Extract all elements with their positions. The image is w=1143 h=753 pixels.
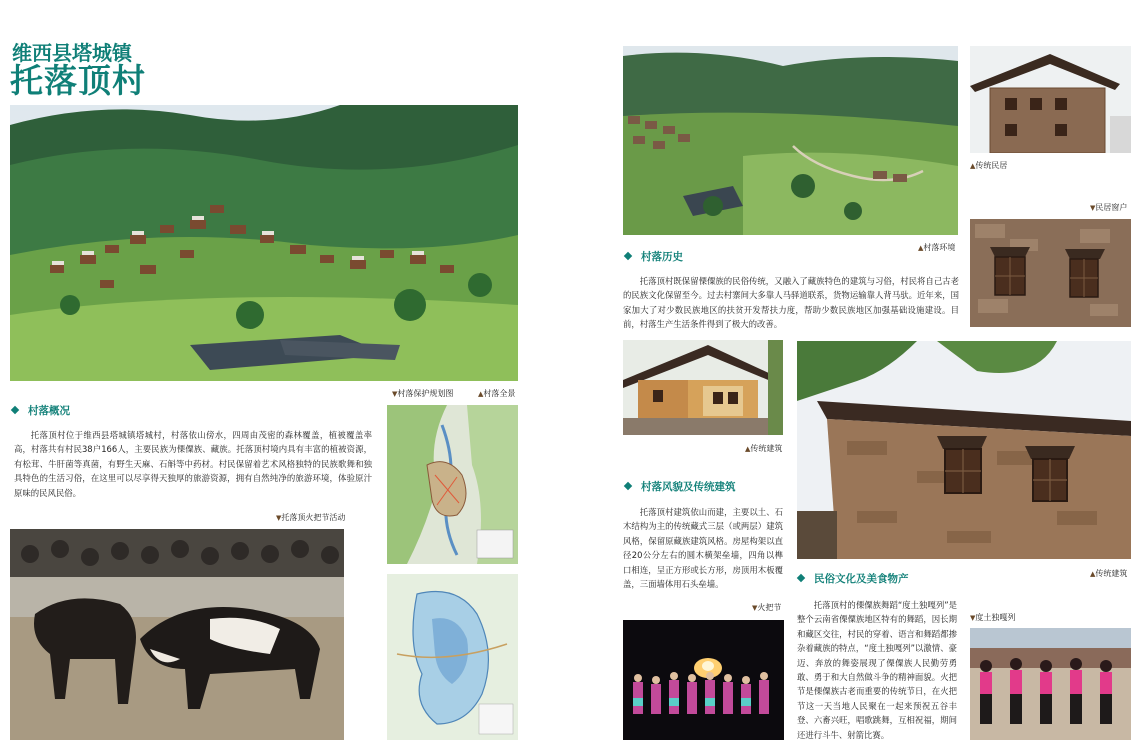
caption-triangle-icon: ▲ xyxy=(1090,570,1096,578)
traditional-house-photo xyxy=(970,46,1131,153)
village-plan-map-top xyxy=(387,405,518,564)
caption-traditional-building-2: ▲传统建筑 xyxy=(1090,569,1128,578)
section-heading-culture: 民俗文化及美食物产 xyxy=(798,573,909,585)
caption-traditional-house: ▲传统民居 xyxy=(970,161,1008,170)
plan-map-illustration xyxy=(387,405,518,564)
section-text-culture: 托落顶村的傈僳族舞蹈“度土独嘎列”是整个云南省傈僳族地区特有的舞蹈，因长期和藏区交往，村民的穿着、语言和舞蹈都掺杂着藏族的特点，“度土独嘎列”以激情、豪迈、奔放的舞姿展现了傈僳族人民勤劳勇敢、勇于和大自然做斗争的精神面貌。火把节是傈僳族古老而重要的传统节日，在火把节这一天当地人民聚在一起来预祝五谷丰登、六畜兴旺，唱歌跳舞，互相祝福，期间还进行斗牛、射箭比赛。 xyxy=(797,600,957,740)
building-illustration xyxy=(623,340,783,435)
caption-triangle-icon: ▲ xyxy=(970,162,976,170)
dance-photo xyxy=(970,628,1131,740)
village-plan-map-bottom xyxy=(387,574,518,740)
window-illustration xyxy=(970,219,1131,327)
diamond-bullet-icon xyxy=(11,406,19,414)
caption-triangle-icon: ▼ xyxy=(970,614,976,622)
caption-triangle-icon: ▼ xyxy=(752,604,758,612)
caption-torch-festival: ▼火把节 xyxy=(752,603,782,612)
caption-triangle-icon: ▲ xyxy=(478,390,484,398)
traditional-building-photo xyxy=(623,340,783,435)
caption-village-env: ▲村落环境 xyxy=(918,243,956,252)
section-heading-history: 村落历史 xyxy=(625,251,683,263)
caption-triangle-icon: ▲ xyxy=(918,244,924,252)
section-heading-overview: 村落概况 xyxy=(12,405,70,417)
caption-triangle-icon: ▲ xyxy=(745,445,751,453)
caption-house-window: ▼民居窗户 xyxy=(1090,203,1128,212)
traditional-building-large-photo xyxy=(797,341,1131,559)
diamond-bullet-icon xyxy=(624,252,632,260)
dance-illustration xyxy=(970,628,1131,740)
bullfight-illustration xyxy=(10,529,344,740)
village-subtitle: 维西县塔城镇 xyxy=(12,41,132,65)
torch-activity-photo xyxy=(10,529,344,740)
caption-triangle-icon: ▼ xyxy=(276,514,282,522)
caption-traditional-building: ▲传统建筑 xyxy=(745,444,783,453)
village-panorama-photo xyxy=(10,105,518,381)
caption-dance: ▼度土独嘎列 xyxy=(970,613,1016,622)
torch-festival-photo xyxy=(623,620,784,740)
village-env-illustration xyxy=(623,46,958,235)
large-building-illustration xyxy=(797,341,1131,559)
plan-map-illustration-2 xyxy=(387,574,518,740)
section-heading-architecture: 村落风貌及传统建筑 xyxy=(625,481,736,493)
caption-triangle-icon: ▼ xyxy=(1090,204,1096,212)
caption-village-overview: ▲村落全景 xyxy=(478,389,516,398)
village-environment-photo xyxy=(623,46,958,235)
house-illustration xyxy=(970,46,1131,153)
section-text-history: 托落顶村既保留傈僳族的民俗传统，又融入了藏族特色的建筑与习俗，村民将自己古老的民族文化保留至今。过去村寨间大多靠人马驿道联系，货物运输靠人背马驮。近年来，国家加大了对少数民族地区的扶贫开发帮扶力度，帮助少数民族地区加强基础设施建设。目前，村落生产生活条件得到了极大的改善。 xyxy=(623,276,959,330)
caption-village-plan: ▼村落保护规划图 xyxy=(392,389,454,398)
caption-triangle-icon: ▼ xyxy=(392,390,398,398)
caption-torch-activity: ▼托落顶火把节活动 xyxy=(276,513,346,522)
diamond-bullet-icon xyxy=(624,482,632,490)
house-window-photo xyxy=(970,219,1131,327)
section-text-architecture: 托落顶村建筑依山而建，主要以土、石木结构为主的传统藏式三层（或两层）建筑风格，保留原藏族建筑风格。房屋构架以直径20公分左右的圆木横架垒墙，四角以榫口相连，呈正方形或长方形，房顶用木板覆盖，三面墙体用石头垒墙。 xyxy=(623,507,783,590)
torch-festival-illustration xyxy=(623,620,784,740)
panorama-illustration xyxy=(10,105,518,381)
section-text-overview: 托落顶村位于维西县塔城镇塔城村，村落依山傍水，四周由茂密的森林覆盖，植被覆盖率高，村落共有村民38户166人，主要民族为傈僳族、藏族。托落顶村境内具有丰富的植被资源，有松茸、牛肝菌等真菌，有野生天麻、石斛等中药材。村民保留着艺术风格独特的民族歌舞和独具特色的生活习俗，在这里可以尽享得天独厚的旅游资源，拥有自然纯净的旅游环境，体验原汁原味的民风民俗。 xyxy=(14,430,372,498)
village-title: 托落顶村 xyxy=(10,61,146,100)
diamond-bullet-icon xyxy=(797,574,805,582)
